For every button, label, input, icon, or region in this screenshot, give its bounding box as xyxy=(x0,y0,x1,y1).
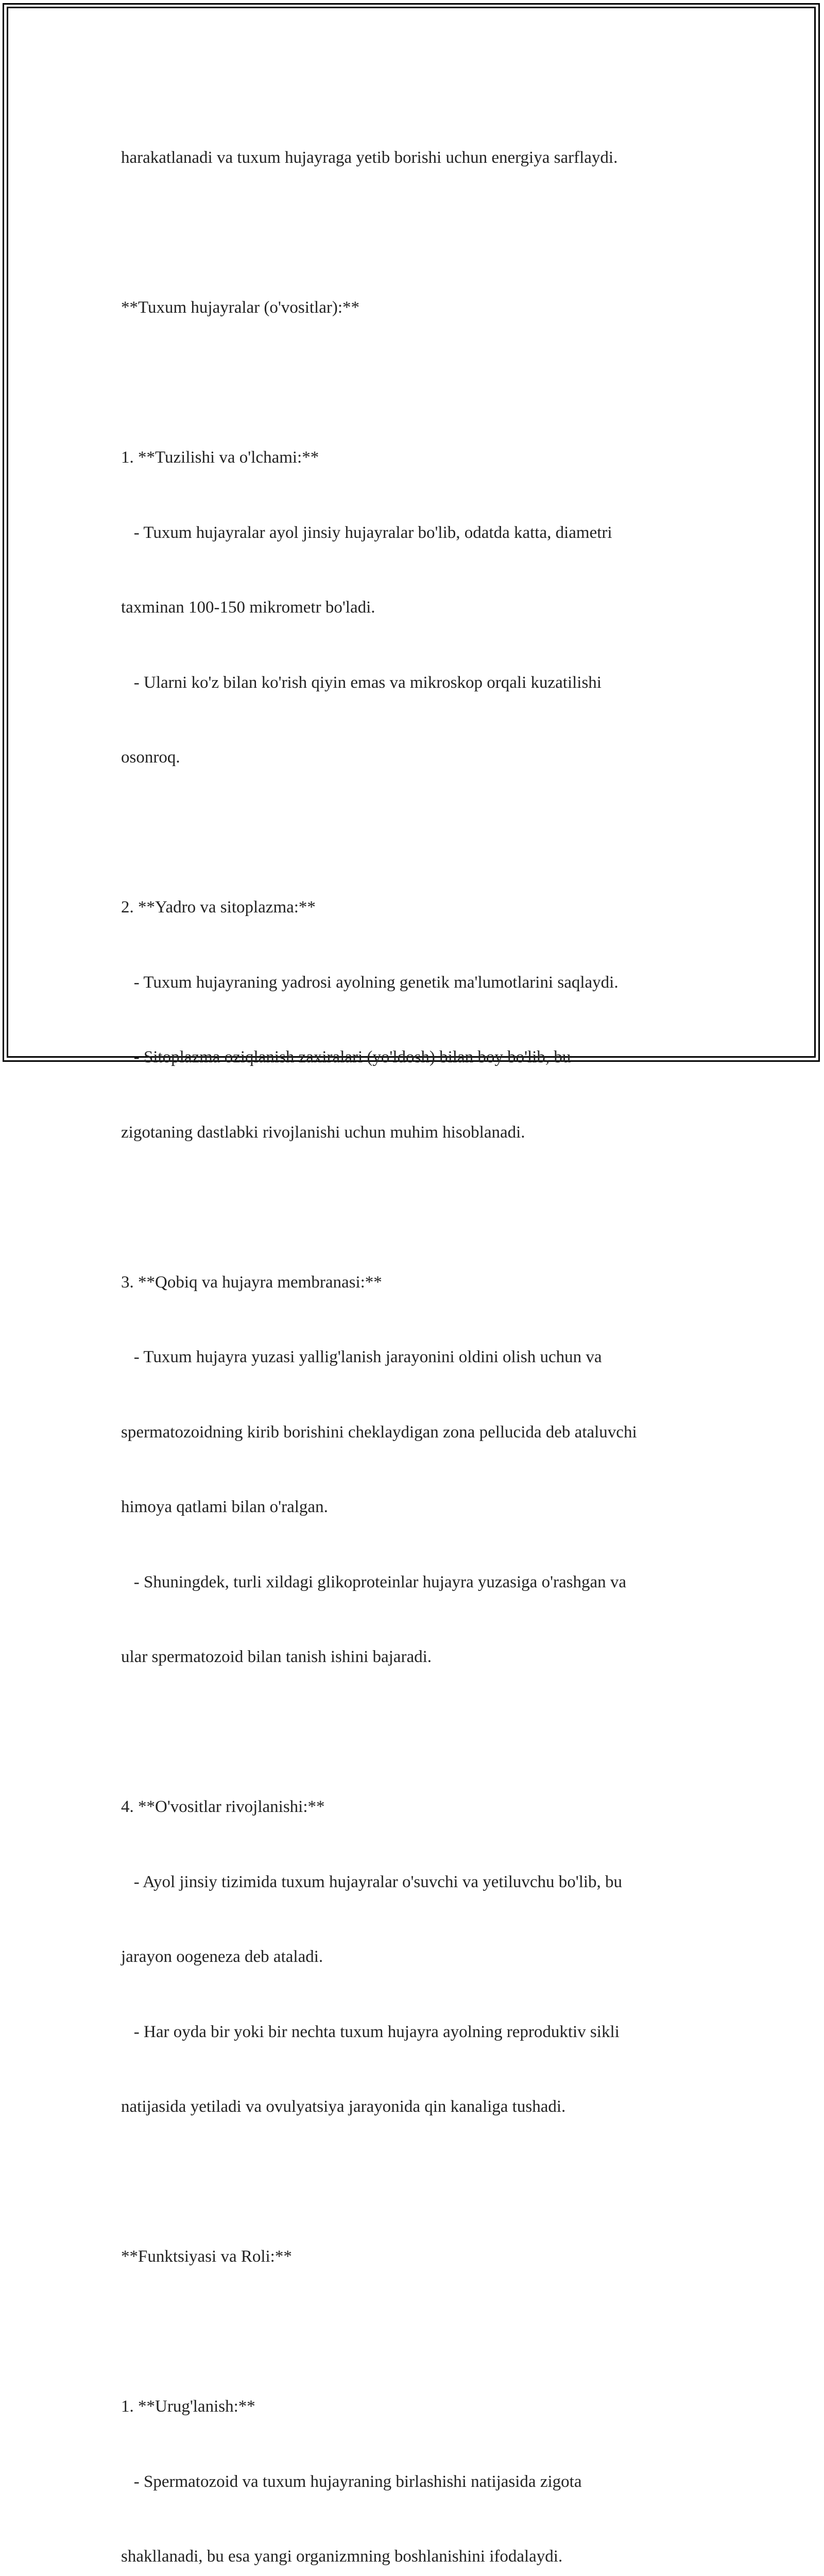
text-line: - Ularni ko'z bilan ko'rish qiyin emas va mikroskop orqali kuzatilishi xyxy=(121,673,602,692)
list-item-heading: 2. **Yadro va sitoplazma:** xyxy=(121,898,316,917)
text-line: natijasida yetiladi va ovulyatsiya jarayonida qin kanaliga tushadi. xyxy=(121,2097,566,2116)
blank-line xyxy=(121,2170,708,2195)
text-line: spermatozoidning kirib borishini cheklaydigan zona pellucida deb ataluvchi xyxy=(121,1422,637,1442)
text-line: taxminan 100-150 mikrometr bo'ladi. xyxy=(121,598,375,617)
text-line: shakllanadi, bu esa yangi organizmning boshlanishini ifodalaydi. xyxy=(121,2547,563,2566)
text-line: - Tuxum hujayralar ayol jinsiy hujayralar bo'lib, odatda katta, diametri xyxy=(121,523,612,542)
blank-line xyxy=(121,1720,708,1745)
text-line: zigotaning dastlabki rivojlanishi uchun muhim hisoblanadi. xyxy=(121,1123,525,1142)
blank-line xyxy=(121,221,708,246)
blank-line xyxy=(121,370,708,396)
blank-line xyxy=(121,2319,708,2345)
list-item-heading: 1. **Tuzilishi va o'lchami:** xyxy=(121,448,319,467)
text-line: ular spermatozoid bilan tanish ishini bajaradi. xyxy=(121,1648,432,1666)
list-item-heading: 3. **Qobiq va hujayra membranasi:** xyxy=(121,1273,382,1292)
text-line: osonroq. xyxy=(121,748,180,767)
list-item-heading: 4. **O'vositlar rivojlanishi:** xyxy=(121,1798,325,1816)
document-body xyxy=(121,95,708,2576)
list-item-heading: 1. **Urug'lanish:** xyxy=(121,2397,255,2416)
text-line: - Tuxum hujayraning yadrosi ayolning genetik ma'lumotlarini saqlaydi. xyxy=(121,973,619,992)
section-heading: **Funktsiyasi va Roli:** xyxy=(121,2247,292,2266)
text-line: - Shuningdek, turli xildagi glikoproteinlar hujayra yuzasiga o'rashgan va xyxy=(121,1572,627,1591)
text-line: - Ayol jinsiy tizimida tuxum hujayralar o'suvchi va yetiluvchu bo'lib, bu xyxy=(121,1872,623,1891)
text-line: - Har oyda bir yoki bir nechta tuxum hujayra ayolning reproduktiv sikli xyxy=(121,2022,620,2041)
blank-line xyxy=(121,1195,708,1220)
blank-line xyxy=(121,820,708,845)
section-heading: **Tuxum hujayralar (o'vositlar):** xyxy=(121,298,359,317)
text-line: jarayon oogeneza deb ataladi. xyxy=(121,1947,323,1966)
text-line: himoya qatlami bilan o'ralgan. xyxy=(121,1498,328,1516)
text-line: - Sitoplazma oziqlanish zaxiralari (yo'ldosh) bilan boy bo'lib, bu xyxy=(121,1048,571,1066)
text-line: - Spermatozoid va tuxum hujayraning birlashishi natijasida zigota xyxy=(121,2472,582,2491)
text-line: - Tuxum hujayra yuzasi yallig'lanish jarayonini oldini olish uchun va xyxy=(121,1348,602,1366)
text-line: harakatlanadi va tuxum hujayraga yetib borishi uchun energiya sarflaydi. xyxy=(121,148,618,167)
